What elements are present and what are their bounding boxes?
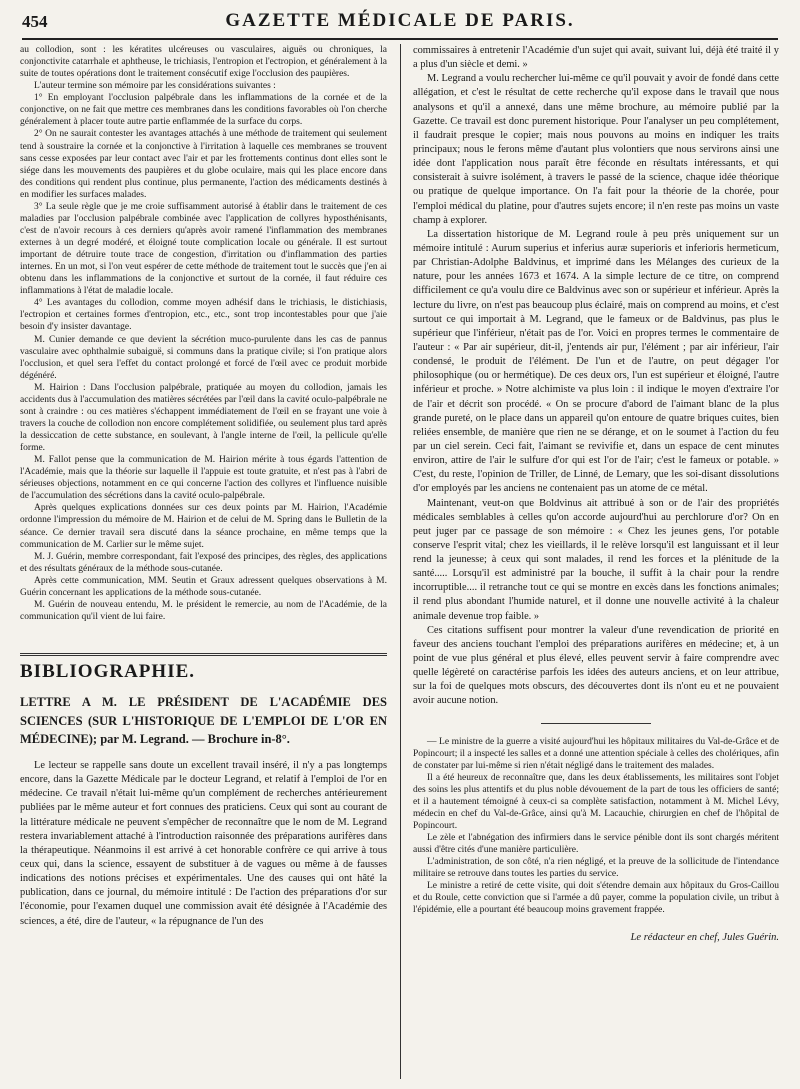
paragraph: M. J. Guérin, membre correspondant, fait l'exposé des principes, des règles, des applications et des résultats généraux de la méthode sous-cutanée. <box>20 551 387 574</box>
letter-body <box>20 759 387 929</box>
paragraph: 2° On ne saurait contester les avantages attachés à une méthode de traitement qui seulement tend à soustraire la cornée et la conjonctive à l'irritation à laquelle ces membranes se trouvent sans cesse exposées par leur contact avec l'air et par les frottements continus dont elles sont le siége dans les mouvements des paupières et du globe oculaire, mais qui les place encore dans des conditions qui rendent plus continue, plus permanente, l'action des médicaments destinés à en modifier les surfaces malades. <box>20 129 387 200</box>
paragraph: La dissertation historique de M. Legrand roule à peu près uniquement sur un mémoire intitulé : Aurum superius et inferius auræ superioris et inferioris hermeticum, par Christian-Adolphe Baldvinus, et imprimé dans les Mélanges des curieux de la nature, pour les années 1673 et 1674. A la simple lecture de ce titre, on comprend difficilement ce qu'a voulu dire ce Baldvinus avec son or supérieur et inférieur. Après la lecture du livre, on n'est pas beaucoup plus éclairé, mais on comprend au moins, et c'est surtout ce qui importait à M. Legrand, que le fameux or de Baldvinus, pas plus le supérieur que l'inférieur, n'était pas de l'or. Voici en propres termes le commentaire de l'auteur : « Par air supérieur, dit-il, j'entends air pur, l'élément ; par air inférieur, l'air condensé, le produit de l'élément. De l'un et de l'autre, on peut dégager l'or philosophique (ou or hermétique). De ces deux ors, l'un est supérieur et éloigné, l'autre inférieur et proche. » Notre alchimiste va plus loin : il indique le moyen d'extraire l'or de l'air et décrit son procédé. « On se procure d'abord de l'aimant blanc de la plus grande pureté, on le place dans un appareil qu'on entoure de quatre briques cuites, bien reliées ensemble, de manière que rien ne se dérange, et on le soumet à l'action du feu par un ciel serein. Ceci fait, l'aimant se revivifie et, dans un espace de cent minutes environ, attire de l'air le sulfure d'or qui est l'or de l'air; c'est le fameux or potable. » C'est, du reste, l'opinion de Triller, de Linné, de Lemary, que les soi-disant dissolutions d'or employés par les anciens ne contenaient pas un atome de ce métal. <box>413 228 779 495</box>
paragraph: Ces citations suffisent pour montrer la valeur d'une revendication de priorité en faveur des anciens touchant l'emploi des préparations aurifères en médecine; et, à un point de vue plus général et plus élevé, elles peuvent servir à faire comprendre avec quelle légèreté on caractérise parfois les idées des auteurs anciens, et on leur attribue, sur la foi de quelques mots obscurs, des découvertes dont ils n'ont eu et ne pouvaient avoir aucune notion. <box>413 624 779 707</box>
paragraph: Il a été heureux de reconnaître que, dans les deux établissements, les militaires sont l'objet des soins les plus attentifs et du plus noble dévouement de la part de tous les officiers de santé; et il a hautement témoigné à ceux-ci sa complète satisfaction, notamment à M. Michel Lévy, médecin en chef du Val-de-Grâce, ainsi qu'à M. Lacauchie, chirurgien en chef de l'hôpital de Popincourt. <box>413 772 779 832</box>
paragraph: au collodion, sont : les kératites ulcéreuses ou vasculaires, aiguës ou chroniques, la conjonctivite catarrhale et aphtheuse, le trichiasis, l'entropion et l'ectropion, et généralement à la suite de toutes opérations dont le traitement consécutif exige l'occlusion des paupières. <box>20 45 387 80</box>
page-header <box>22 8 778 40</box>
header-rule <box>22 38 778 40</box>
paragraph: M. Hairion : Dans l'occlusion palpébrale, pratiquée au moyen du collodion, jamais les accidents dus à l'accumulation des matières sécrétées par l'œil dans la cavité oculo-palpébrale ne sont à craindre : ou ces matières s'échappent immédiatement de l'œil en se frayant une voie à travers la couche de collodion non encore complétement solidifiée, ou seulement plus tard après la dessiccation de cette substance, en soulevant, à l'angle interne de l'œil, la pellicule qu'elle forme. <box>20 382 387 454</box>
paragraph: 1° En employant l'occlusion palpébrale dans les inflammations de la cornée et de la conjonctive, on ne fait que mettre ces membranes dans les conditions favorables où l'on cherche généralement à placer toute autre partie enflammée de la surface du corps. <box>20 93 387 128</box>
paragraph: — Le ministre de la guerre a visité aujourd'hui les hôpitaux militaires du Val-de-Grâce et de Popincourt; il a inspecté les salles et a donné une attention spéciale à celles des cholériques, afin de constater par lui-même si rien n'était négligé dans le traitement des malades. <box>413 736 779 771</box>
paragraph: 3° La seule règle que je me croie suffisamment autorisé à établir dans le traitement de ces maladies par l'occlusion palpébrale combinée avec l'application de collyres hyposthénisants, c'est de n'avoir recours à ces derniers qu'après avoir ramené l'inflammation des membranes externes à un degré modéré, et éloigné toute complication locale ou générale. Il est surtout important de détruire toute trace de congestion, d'irritation ou d'inflammation des parties internes. En un mot, si l'on veut espérer de cette méthode de traitement tout le succès que j'en ai obtenu dans les inflammations de la conjonctive et surtout de la cornée, il faut réduire ces inflammations à l'état de maladie locale. <box>20 201 387 297</box>
paragraph: Le ministre a retiré de cette visite, qui doit s'étendre demain aux hôpitaux du Gros-Caillou et du Roule, cette conviction que si l'armée a dû payer, comme la population civile, un tribut à l'épidémie, elle a pourtant été beaucoup moins gravement frappée. <box>413 881 779 916</box>
paragraph: L'administration, de son côté, n'a rien négligé, et la preuve de la sollicitude de l'intendance militaire se retrouve dans toutes les parties du service. <box>413 857 779 880</box>
section-divider <box>20 653 387 656</box>
paragraph: Le zèle et l'abnégation des infirmiers dans le service pénible dont ils sont chargés méritent aussi d'être cités d'une manière particulière. <box>413 833 779 856</box>
academy-report <box>20 44 387 623</box>
paragraph: Après quelques explications données sur ces deux points par M. Hairion, l'Académie ordonne l'impression du mémoire de M. Hairion et de celui de M. Spring dans le Bulletin de la séance. Ce dernier travail sera discuté dans la séance prochaine, en même temps que la communication de M. Carlier sur le même sujet. <box>20 503 387 550</box>
news-section <box>413 736 779 917</box>
paragraph: M. Fallot pense que la communication de M. Hairion mérite à tous égards l'attention de l'Académie, mais que la théorie sur laquelle il l'appuie est toute gratuite, et n'est pas à l'abri de sérieuses objections, notamment en ce qui concerne l'action des collyres et l'influence nuisible de l'accumulation des sécrétions dans la cavité oculo-palpébrale. <box>20 455 387 502</box>
paragraph: 4° Les avantages du collodion, comme moyen adhésif dans le trichiasis, le distichiasis, l'ectropion et certaines formes d'entropion, etc., etc., sont trop incontestables pour que j'aie besoin d'y insister davantage. <box>20 298 387 333</box>
right-column <box>413 44 779 1083</box>
editor-signature: Le rédacteur en chef, Jules Guérin. <box>630 931 779 943</box>
left-column <box>20 44 387 1083</box>
paragraph: L'auteur termine son mémoire par les considérations suivantes : <box>34 81 276 92</box>
bibliography-heading: BIBLIOGRAPHIE. <box>20 661 196 682</box>
paragraph: M. Legrand a voulu rechercher lui-même ce qu'il pouvait y avoir de fondé dans cette allégation, et c'est le résultat de cette recherche qu'il expose dans le travail que nous analysons et qu'il a annexé, dans une même brochure, au mémoire publié par la Gazette. Ce travail est donc purement historique. Pour l'analyser un peu complétement, il faudrait presque le copier; mais nous pouvons au moins en indiquer les traits principaux; nous le ferons même d'autant plus volontiers que nous servirons ainsi une idée dont l'application nous paraît être féconde en résultats intéressants, et qui consisterait à suivre isolément, à travers le passé de la science, chaque idée théorique ou pratique de quelque importance. On l'a fait pour la théorie de la chorée, pour l'emploi médical du platine, pour d'autres sujets encore; il n'en reste pas moins un vaste champ à explorer. <box>413 73 779 226</box>
paragraph: Après cette communication, MM. Seutin et Graux adressent quelques observations à M. Guérin concernant les applications de la méthode sous-cutanée. <box>20 575 387 598</box>
paragraph: commissaires à entretenir l'Académie d'un sujet qui avait, suivant lui, déjà été traité il y a plus d'un siècle et demi. » <box>413 45 779 71</box>
page-number: 454 <box>22 12 48 31</box>
column-rule <box>400 44 401 1079</box>
paragraph: Maintenant, veut-on que Boldvinus ait attribué à son or de l'air des propriétés médicales semblables à celles qu'on accorde aujourd'hui au perchlorure d'or? On en peut juger par ce passage de son mémoire : « Chez les jeunes gens, l'or potable conserve l'esprit vital; chez les vieillards, il le relève lorsqu'il est languissant et il leur rend la jeunesse; à ceux qui sont malades, il rend les forces et la plénitude de la santé..... Lorsqu'il est administré par la bouche, il suffit à la chair pour la rendre incorruptible.... il retranche tout ce qui se montre en excès dans les fonctions animales; il rend plus abondant l'humide naturel, et il donne une nouvelle activité à la chaleur animale devenue trop faible. » <box>413 497 779 622</box>
paragraph: M. Cunier demande ce que devient la sécrétion muco-purulente dans les cas de pannus vasculaire avec ophthalmie subaiguë, si communs dans la pratique civile; si l'on pratique alors l'occlusion, et quel sera l'effet du contact prolongé et forcé de l'œil avec ce produit morbide dégénéré. <box>20 334 387 381</box>
paragraph: M. Guérin de nouveau entendu, M. le président le remercie, au nom de l'Académie, de la communication qu'il vient de lui faire. <box>20 599 387 622</box>
short-divider <box>541 723 651 724</box>
letter-title: LETTRE A M. LE PRÉSIDENT DE L'ACADÉMIE DES SCIENCES (SUR L'HISTORIQUE DE L'EMPLOI DE L'OR EN MÉDECINE); par M. Legrand. — Brochure in-8°. <box>20 694 387 747</box>
letter-continuation <box>413 44 779 709</box>
running-title: GAZETTE MÉDICALE DE PARIS. <box>225 10 575 31</box>
paragraph: Le lecteur se rappelle sans doute un excellent travail inséré, il n'y a pas longtemps encore, dans la Gazette Médicale par le docteur Legrand, et relatif à l'emploi de l'or en médecine. Ce travail n'était lui-même qu'un complément de recherches antérieurement publiées par le même auteur et fort connues des praticiens. Ceux qui sont au courant de la littérature médicale ne peuvent s'empêcher de reconnaître que le nom de M. Legrand restera invariablement attaché à l'introduction raisonnée des préparations aurifères dans la thérapeutique. Néanmoins il est arrivé à cet honorable confrère ce qui arrive à tous ceux qui, dans la science, essayent de substituer à de vagues ou même à de fausses indications des notions précises et expérimentales. Une des causes qui ont hâté la publication, dans ce journal, du mémoire intitulé : De l'action des préparations d'or sur l'économie, pour l'examen duquel une commission avait été désignée à l'Académie des sciences, a été, dire de l'auteur, « la répugnance de l'un des <box>20 760 387 927</box>
